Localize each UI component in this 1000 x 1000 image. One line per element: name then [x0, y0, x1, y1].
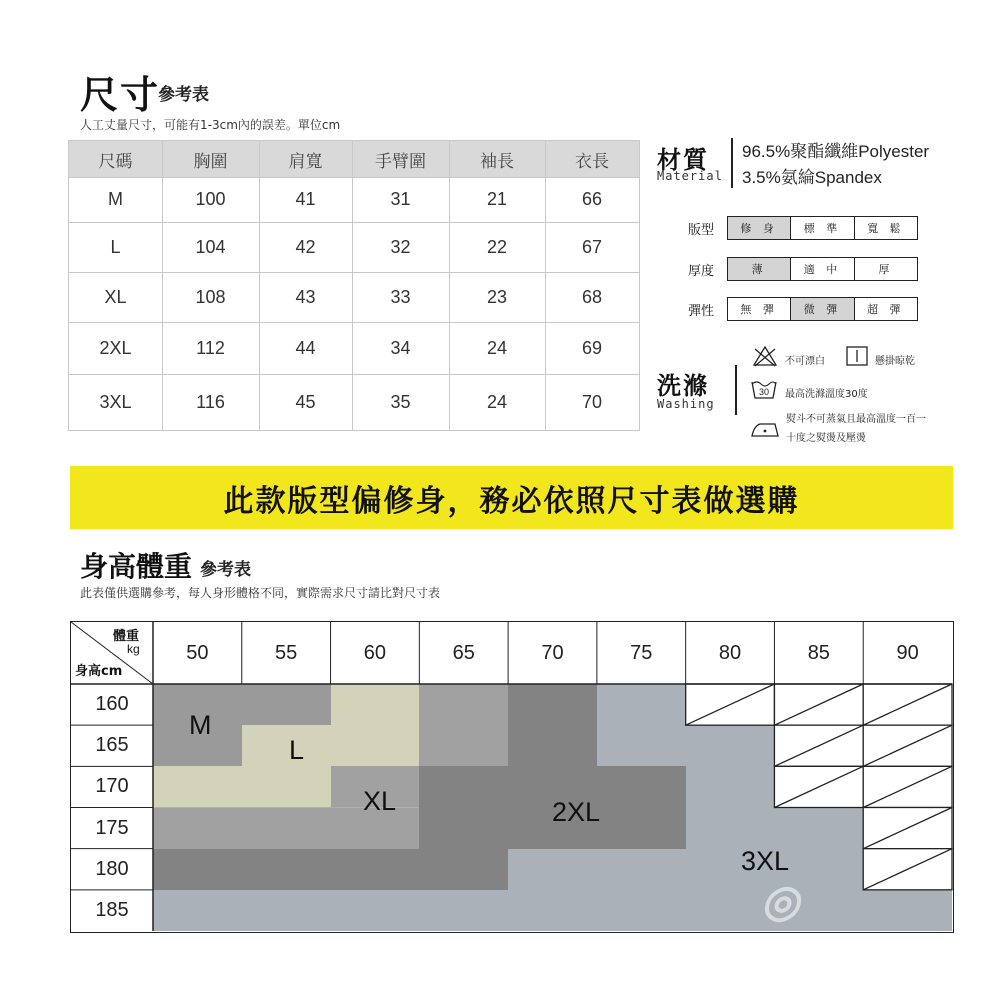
hw-chart-subtitle: 參考表 — [200, 560, 251, 580]
size-table-cell: 44 — [295, 337, 316, 358]
no-bleach-text: 不可漂白 — [785, 356, 825, 367]
material-divider — [731, 138, 733, 188]
table-divider — [69, 177, 639, 178]
fit-warning-banner — [70, 466, 953, 529]
size-chart-title: 尺寸 — [80, 73, 161, 117]
property-option-selected: 微 彈 — [791, 298, 854, 320]
table-divider — [449, 141, 450, 430]
weight-header-cell: 90 — [896, 641, 919, 664]
size-table-header-cell: 肩寬 — [288, 151, 323, 172]
hang-dry-text: 懸掛晾乾 — [875, 356, 915, 367]
size-table-cell: 116 — [196, 391, 225, 412]
height-row-label: 170 — [95, 775, 129, 798]
height-row-label: 180 — [95, 857, 129, 880]
table-divider — [69, 322, 639, 323]
iron-text-line1: 熨斗不可蒸氣且最高溫度一百一 — [786, 414, 926, 425]
iron-text-line2: 十度之熨燙及壓燙 — [786, 433, 866, 444]
property-option: 超 彈 — [867, 303, 905, 316]
height-row-label: 160 — [95, 693, 129, 716]
size-table-cell: 41 — [295, 189, 316, 209]
weight-header-cell: 55 — [275, 641, 298, 664]
size-table-size-cell: M — [108, 189, 123, 209]
size-table-cell: 100 — [195, 189, 226, 209]
hw-chart-title: 身高體重 — [80, 550, 193, 583]
size-table-cell: 108 — [195, 286, 226, 307]
size-table-cell: 43 — [295, 286, 316, 307]
washing-subtitle: Washing — [657, 397, 715, 411]
size-zone-label: XL — [363, 786, 397, 816]
table-divider — [162, 141, 163, 430]
size-chart-note: 人工丈量尺寸，可能有1-3cm內的誤差。單位cm — [80, 118, 341, 132]
weight-header-cell: 50 — [186, 641, 209, 664]
fit-warning-text: 此款版型偏修身，務必依照尺寸表做選購 — [223, 483, 800, 519]
size-table-cell: 45 — [295, 391, 316, 412]
property-label: 厚度 — [688, 264, 715, 279]
weight-header-cell: 80 — [718, 641, 742, 664]
hw-chart-note: 此表僅供選購參考，每人身形體格不同，實際需求尺寸請比對尺寸表 — [80, 586, 441, 600]
size-table-size-cell: L — [110, 236, 121, 257]
size-table-cell: 112 — [196, 337, 225, 358]
size-table-cell: 33 — [390, 286, 411, 307]
corner-height-label: 身高cm — [75, 664, 123, 679]
table-divider — [69, 374, 639, 375]
size-table-header-cell: 手臂圍 — [375, 151, 426, 172]
size-table-size-cell: XL — [104, 286, 127, 307]
corner-weight-unit: kg — [127, 642, 140, 656]
table-divider — [545, 141, 546, 430]
material-line: 96.5%聚酯纖維Polyester — [742, 142, 930, 161]
hang-dry-icon — [846, 346, 868, 366]
size-table-header-cell: 衣長 — [575, 151, 609, 172]
wash-temp-icon — [750, 378, 778, 400]
washing-title: 洗滌 — [657, 372, 709, 400]
property-label: 版型 — [688, 223, 715, 238]
size-table-cell: 70 — [581, 391, 603, 412]
wash-temp-value: 30 — [758, 387, 770, 397]
weight-header-cell: 75 — [630, 641, 653, 664]
property-label: 彈性 — [688, 304, 715, 319]
property-scale — [727, 257, 918, 281]
size-table-cell: 34 — [390, 337, 411, 358]
size-table-header-cell: 尺碼 — [98, 151, 133, 172]
iron-icon — [750, 418, 780, 440]
size-table-cell: 24 — [486, 337, 508, 358]
size-table-cell: 69 — [581, 337, 603, 358]
property-option-selected: 薄 — [728, 258, 791, 280]
material-line: 3.5%氨綸Spandex — [742, 168, 882, 187]
size-table-cell: 24 — [486, 391, 508, 412]
washing-divider — [735, 365, 737, 415]
size-table-cell: 104 — [195, 236, 226, 257]
table-divider — [259, 141, 260, 430]
size-table-header-cell: 胸圍 — [193, 151, 228, 172]
size-table — [68, 140, 640, 431]
size-table-size-cell: 3XL — [99, 391, 132, 412]
table-divider — [69, 272, 639, 273]
weight-header-cell: 85 — [807, 641, 830, 664]
size-zone-label: 3XL — [741, 846, 790, 876]
size-table-cell: 31 — [390, 189, 411, 209]
height-row-label: 185 — [95, 898, 129, 921]
table-divider — [352, 141, 353, 430]
size-zone-label: 2XL — [552, 797, 601, 827]
size-table-cell: 35 — [390, 391, 411, 412]
size-table-cell: 22 — [486, 236, 508, 257]
weight-header-cell: 65 — [452, 641, 475, 664]
material-title: 材質 — [657, 146, 709, 174]
height-row-label: 165 — [95, 734, 129, 757]
size-table-cell: 42 — [295, 236, 316, 257]
weight-header-cell: 70 — [541, 641, 564, 664]
size-chart-subtitle: 參考表 — [158, 85, 209, 105]
corner-weight-label: 體重 — [113, 629, 140, 644]
weight-header-cell: 60 — [363, 641, 387, 664]
size-table-cell: 23 — [486, 286, 508, 307]
size-zone-label: M — [189, 710, 212, 740]
property-option: 厚 — [878, 263, 894, 276]
table-divider — [69, 222, 639, 223]
height-row-label: 175 — [95, 816, 129, 839]
property-option: 寬 鬆 — [867, 222, 905, 235]
size-zone-label: L — [289, 735, 305, 765]
height-weight-grid — [70, 621, 954, 976]
size-table-size-cell: 2XL — [99, 337, 132, 358]
size-table-cell: 21 — [486, 189, 508, 209]
brand-watermark: ◎ Billgo — [761, 877, 902, 976]
property-option-selected: 修 身 — [728, 217, 791, 239]
property-scale — [727, 297, 918, 321]
property-option: 標 準 — [791, 217, 854, 239]
no-bleach-icon — [752, 345, 778, 367]
material-subtitle: Material — [657, 169, 723, 183]
size-table-cell: 32 — [390, 236, 411, 257]
property-option: 無 彈 — [728, 298, 791, 320]
size-table-cell: 68 — [581, 286, 603, 307]
wash-temp-text: 最高洗滌溫度30度 — [785, 389, 868, 400]
size-table-cell: 66 — [581, 189, 603, 209]
size-table-cell: 67 — [581, 236, 603, 257]
property-option: 適 中 — [791, 258, 854, 280]
property-scale — [727, 216, 918, 240]
size-table-header-cell: 袖長 — [480, 151, 514, 172]
